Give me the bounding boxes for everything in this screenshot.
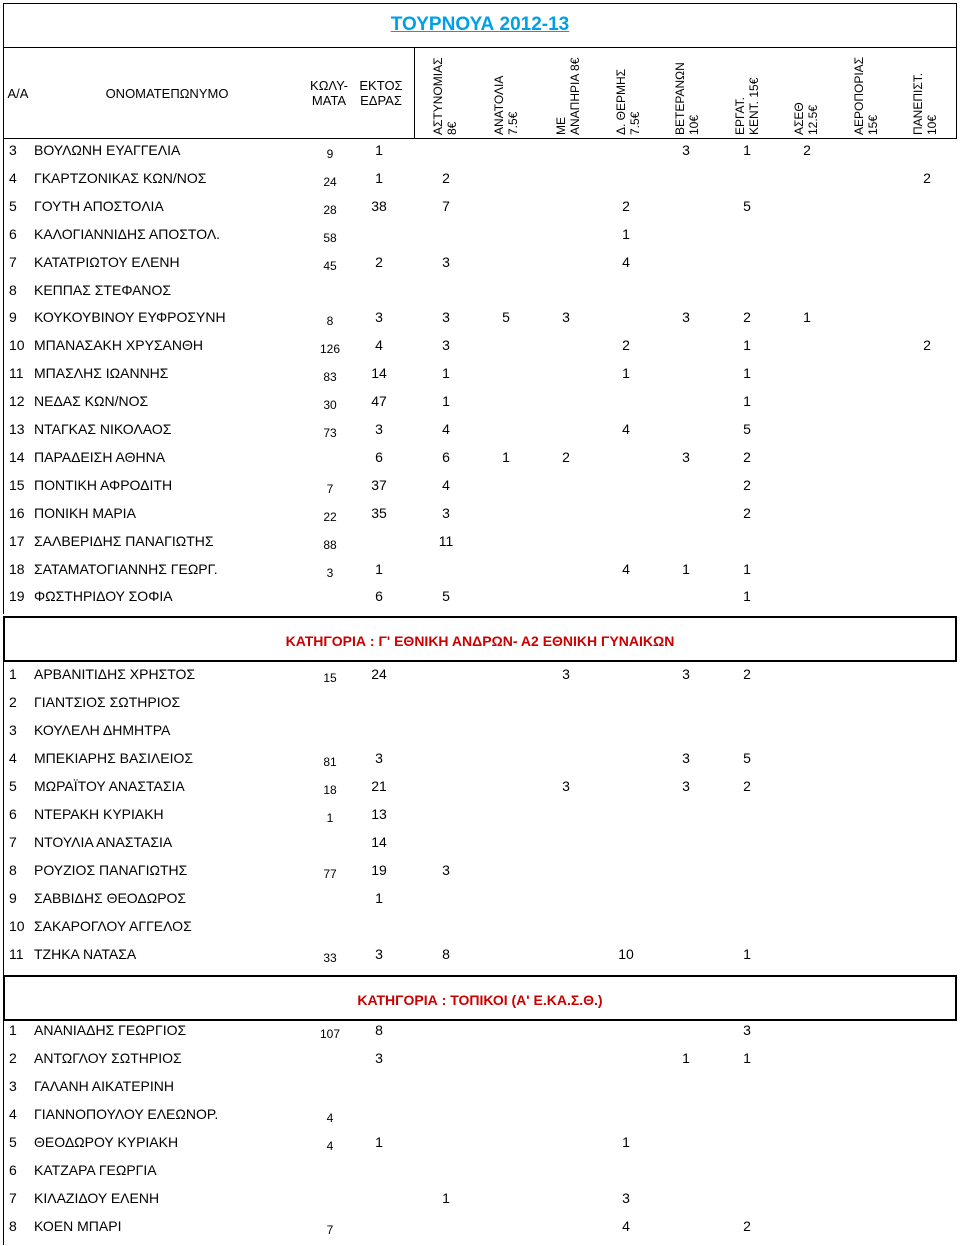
cell-value: 4	[622, 560, 630, 577]
row-name: ΣΑΤΑΜΑΤΟΓΙΑΝΝΗΣ ΓΕΩΡΓ.	[34, 560, 218, 577]
table-row	[3, 282, 957, 310]
table-row	[3, 806, 957, 834]
cell-value: 3	[682, 448, 690, 465]
row-name: ΑΝΑΝΙΑΔΗΣ ΓΕΩΡΓΙΟΣ	[34, 1022, 187, 1038]
header-astynomias-line2: 8€	[445, 121, 459, 135]
cell-value: 3	[375, 946, 383, 962]
row-number: 9	[9, 309, 17, 326]
cell-value: 2	[923, 169, 931, 186]
cell-value: 3	[562, 778, 570, 794]
cell-value: 3	[375, 421, 383, 437]
row-name: ΣΑΛΒΕΡΙΔΗΣ ΠΑΝΑΓΙΩΤΗΣ	[34, 532, 214, 549]
cell-value: 1	[743, 560, 751, 577]
header-thermis-line2: 7.5€	[628, 111, 642, 135]
table-row	[3, 588, 957, 616]
cell-value: 1	[375, 890, 383, 906]
cell-value: 19	[371, 862, 387, 878]
table-row	[3, 393, 957, 421]
cell-value: 2	[743, 666, 751, 682]
table-row	[3, 694, 957, 722]
row-name: ΚΑΤΖΑΡΑ ΓΕΩΡΓΙΑ	[34, 1162, 157, 1178]
row-number: 15	[9, 476, 25, 493]
cell-value: 33	[323, 951, 337, 965]
cell-value: 15	[323, 671, 337, 685]
cell-value: 1	[375, 560, 383, 577]
row-number: 7	[9, 253, 17, 270]
table-row	[3, 722, 957, 750]
cell-value: 4	[442, 421, 450, 437]
row-number: 11	[9, 365, 24, 382]
header-anatolia-line1: ΑΝΑΤΟΛΙΑ	[492, 75, 506, 135]
table-row	[3, 198, 957, 226]
table-row	[3, 778, 957, 806]
table-row	[3, 1190, 957, 1218]
title-text: ΤΟΥΡΝΟΥΑ 2012-13	[390, 14, 570, 35]
cell-value: 18	[323, 783, 337, 797]
table-row	[3, 365, 957, 393]
row-number: 8	[9, 862, 17, 878]
header-aseth-line2: 12.5€	[806, 104, 820, 135]
cell-value: 45	[323, 258, 337, 273]
row-number: 6	[9, 806, 17, 822]
header-anatolia-line2: 7.5€	[506, 111, 520, 135]
row-number: 5	[9, 778, 17, 794]
cell-value: 2	[562, 448, 570, 465]
cell-value: 2	[743, 448, 751, 465]
cell-value: 30	[323, 398, 337, 413]
cell-value: 37	[371, 476, 387, 493]
cell-value: 2	[622, 197, 630, 214]
cell-value: 6	[375, 448, 383, 465]
row-name: ΚΟΥΚΟΥΒΙΝΟΥ ΕΥΦΡΟΣΥΝΗ	[34, 309, 226, 326]
cell-value: 2	[743, 476, 751, 493]
cell-value: 5	[442, 588, 450, 605]
header-ektos-line2: ΕΔΡΑΣ	[360, 93, 402, 108]
cell-value: 1	[502, 448, 510, 465]
table-row	[3, 1050, 957, 1078]
table-row	[3, 477, 957, 505]
row-number: 5	[9, 1134, 17, 1150]
cell-value: 77	[323, 867, 337, 881]
row-name: ΘΕΟΔΩΡΟΥ ΚΥΡΙΑΚΗ	[34, 1134, 179, 1150]
row-name: ΜΠΑΝΑΣΑΚΗ ΧΡΥΣΑΝΘΗ	[34, 337, 204, 354]
row-number: 11	[9, 946, 24, 962]
row-number: 2	[9, 694, 17, 710]
cell-value: 1	[743, 1050, 751, 1066]
cell-value: 2	[743, 1218, 751, 1234]
row-name: ΑΝΤΩΓΛΟΥ ΣΩΤΗΡΙΟΣ	[34, 1050, 182, 1066]
row-number: 3	[9, 142, 17, 158]
row-name: ΠΟΝΙΚΗ ΜΑΡΙΑ	[34, 504, 136, 521]
cell-value: 3	[442, 253, 450, 270]
row-name: ΒΟΥΛΩΝΗ ΕΥΑΓΓΕΛΙΑ	[34, 142, 181, 158]
table-row	[3, 946, 957, 974]
cell-value: 47	[371, 393, 387, 410]
header-astynomias-line1: ΑΣΤΥΝΟΜΙΑΣ	[431, 57, 445, 135]
row-name: ΚΙΛΑΖΙΔΟΥ ΕΛΕΝΗ	[34, 1190, 160, 1206]
table-row	[3, 1022, 957, 1050]
cell-value: 4	[622, 1218, 630, 1234]
row-number: 13	[9, 421, 25, 437]
row-name: ΚΟΕΝ ΜΠΑΡΙ	[34, 1218, 122, 1234]
row-name: ΣΑΚΑΡΟΓΛΟΥ ΑΓΓΕΛΟΣ	[34, 918, 192, 934]
cell-value: 1	[743, 365, 751, 382]
header-kolymata-line1: ΚΩΛΥ-	[310, 78, 348, 93]
cell-value: 4	[622, 253, 630, 270]
table-row	[3, 421, 957, 449]
cell-value: 126	[319, 342, 341, 357]
row-number: 9	[9, 890, 17, 906]
cell-value: 73	[323, 426, 337, 440]
row-number: 10	[9, 918, 25, 934]
header-row	[3, 47, 957, 139]
cell-value: 5	[502, 309, 510, 326]
header-veteranon-line2: 10€	[687, 114, 701, 135]
row-number: 4	[9, 1106, 17, 1122]
row-name: ΜΠΑΣΛΗΣ ΙΩΑΝΝΗΣ	[34, 365, 169, 382]
cell-value: 3	[442, 337, 450, 354]
row-number: 17	[9, 532, 25, 549]
header-panepist-line1: ΠΑΝΕΠΙΣΤ.	[911, 72, 925, 135]
row-name: ΓΚΑΡΤΖΟΝΙΚΑΣ ΚΩΝ/ΝΟΣ	[34, 169, 207, 186]
cell-value: 88	[323, 537, 337, 552]
row-name: ΓΑΛΑΝΗ ΑΙΚΑΤΕΡΙΝΗ	[34, 1078, 174, 1094]
row-number: 4	[9, 750, 17, 766]
cell-value: 6	[442, 448, 450, 465]
row-number: 6	[9, 225, 17, 242]
table-row	[3, 862, 957, 890]
cell-value: 3	[375, 1050, 383, 1066]
cell-value: 1	[622, 365, 630, 382]
header-name: ΟΝΟΜΑΤΕΠΩΝΥΜΟ	[105, 85, 229, 101]
cell-value: 4	[326, 1139, 334, 1153]
row-name: ΝΕΔΑΣ ΚΩΝ/ΝΟΣ	[34, 393, 149, 410]
header-kolymata	[304, 48, 354, 138]
cell-value: 3	[682, 778, 690, 794]
row-number: 1	[9, 1022, 17, 1038]
cell-value: 1	[622, 1134, 630, 1150]
row-name: ΤΖΗΚΑ ΝΑΤΑΣΑ	[34, 946, 137, 962]
cell-value: 1	[375, 169, 383, 186]
cell-value: 1	[682, 560, 690, 577]
header-kolymata-line2: ΜΑΤΑ	[311, 93, 347, 108]
cell-value: 5	[743, 421, 751, 437]
header-aa: Α/Α	[7, 85, 29, 101]
header-me-line1: ΜΕ	[554, 117, 568, 135]
row-number: 18	[9, 560, 25, 577]
table-row	[3, 1078, 957, 1106]
row-name: ΦΩΣΤΗΡΙΔΟΥ ΣΟΦΙΑ	[34, 588, 173, 605]
row-number: 4	[9, 169, 17, 186]
cell-value: 3	[622, 1190, 630, 1206]
cell-value: 58	[323, 230, 337, 245]
row-name: ΚΑΤΑΤΡΙΩΤΟΥ ΕΛΕΝΗ	[34, 253, 180, 270]
row-name: ΡΟΥΖΙΟΣ ΠΑΝΑΓΙΩΤΗΣ	[34, 862, 188, 878]
cell-value: 7	[326, 1223, 334, 1237]
cell-value: 10	[618, 946, 634, 962]
table-row	[3, 170, 957, 198]
cell-value: 4	[442, 476, 450, 493]
cell-value: 107	[319, 1027, 341, 1041]
category3-label: ΚΑΤΗΓΟΡΙΑ : ΤΟΠΙΚΟΙ (Α' Ε.ΚΑ.Σ.Θ.)	[357, 992, 603, 1008]
category-banner-2	[3, 616, 957, 662]
row-name: ΚΟΥΛΕΛΗ ΔΗΜΗΤΡΑ	[34, 722, 171, 738]
cell-value: 1	[803, 309, 811, 326]
cell-value: 1	[442, 365, 450, 382]
header-me-line2: ΑΝΑΠΗΡΙΑ 8€	[568, 57, 582, 135]
table-row	[3, 309, 957, 337]
cell-value: 1	[743, 946, 751, 962]
row-number: 1	[9, 666, 17, 682]
cell-value: 83	[323, 370, 337, 385]
cell-value: 9	[326, 147, 334, 161]
cell-value: 24	[371, 666, 387, 682]
cell-value: 3	[442, 862, 450, 878]
table-row	[3, 750, 957, 778]
table-row	[3, 505, 957, 533]
cell-value: 3	[682, 309, 690, 326]
cell-value: 3	[375, 750, 383, 766]
cell-value: 5	[743, 750, 751, 766]
table-row	[3, 834, 957, 862]
cell-value: 1	[375, 1134, 383, 1150]
header-aeroporias-line2: 15€	[866, 114, 880, 135]
table-row	[3, 337, 957, 365]
cell-value: 1	[743, 588, 751, 605]
row-number: 2	[9, 1050, 17, 1066]
table-row	[3, 666, 957, 694]
cell-value: 24	[323, 174, 337, 189]
header-ergat-line2: ΚΕΝΤ. 15€	[747, 77, 761, 135]
row-name: ΣΑΒΒΙΔΗΣ ΘΕΟΔΩΡΟΣ	[34, 890, 187, 906]
cell-value: 22	[323, 509, 337, 524]
header-veteranon-line1: ΒΕΤΕΡΑΝΩΝ	[673, 62, 687, 135]
cell-value: 4	[375, 337, 383, 354]
row-name: ΜΩΡΑΪΤΟΥ ΑΝΑΣΤΑΣΙΑ	[34, 778, 185, 794]
cell-value: 7	[442, 197, 450, 214]
table-row	[3, 226, 957, 254]
col-divider	[414, 48, 415, 138]
row-name: ΑΡΒΑΝΙΤΙΔΗΣ ΧΡΗΣΤΟΣ	[34, 666, 196, 682]
cell-value: 1	[743, 337, 751, 354]
row-name: ΓΙΑΝΤΣΙΟΣ ΣΩΤΗΡΙΟΣ	[34, 694, 181, 710]
cell-value: 8	[442, 946, 450, 962]
cell-value: 21	[371, 778, 387, 794]
cell-value: 1	[442, 393, 450, 410]
table-row	[3, 1106, 957, 1134]
cell-value: 14	[371, 834, 387, 850]
row-name: ΝΤΕΡΑΚΗ ΚΥΡΙΑΚΗ	[34, 806, 164, 822]
category-banner-3	[3, 975, 957, 1021]
row-number: 8	[9, 1218, 17, 1234]
table-row	[3, 1162, 957, 1190]
row-number: 3	[9, 1078, 17, 1094]
cell-value: 4	[326, 1111, 334, 1125]
cell-value: 6	[375, 588, 383, 605]
page-title	[4, 14, 956, 36]
header-ergat-line1: ΕΡΓΑΤ.	[733, 97, 747, 135]
row-name: ΓΟΥΤΗ ΑΠΟΣΤΟΛΙΑ	[34, 197, 164, 214]
cell-value: 5	[743, 197, 751, 214]
cell-value: 81	[323, 755, 337, 769]
row-name: ΝΤΟΥΛΙΑ ΑΝΑΣΤΑΣΙΑ	[34, 834, 173, 850]
category2-label: ΚΑΤΗΓΟΡΙΑ : Γ' ΕΘΝΙΚΗ ΑΝΔΡΩΝ- Α2 ΕΘΝΙΚΗ ΓΥΝΑΙΚΩΝ	[285, 633, 675, 649]
cell-value: 2	[743, 778, 751, 794]
cell-value: 14	[371, 365, 387, 382]
row-number: 14	[9, 448, 25, 465]
cell-value: 1	[682, 1050, 690, 1066]
cell-value: 7	[326, 481, 334, 496]
table-row	[3, 918, 957, 946]
cell-value: 1	[442, 1190, 450, 1206]
cell-value: 3	[562, 666, 570, 682]
cell-value: 28	[323, 202, 337, 217]
row-number: 7	[9, 1190, 17, 1206]
row-number: 5	[9, 197, 17, 214]
cell-value: 3	[682, 666, 690, 682]
row-number: 12	[9, 393, 25, 410]
row-name: ΚΕΠΠΑΣ ΣΤΕΦΑΝΟΣ	[34, 281, 172, 298]
cell-value: 1	[375, 142, 383, 158]
table-row	[3, 533, 957, 561]
cell-value: 1	[743, 142, 751, 158]
cell-value: 3	[743, 1022, 751, 1038]
cell-value: 13	[371, 806, 387, 822]
header-panepist-line2: 10€	[925, 114, 939, 135]
cell-value: 1	[326, 811, 334, 825]
row-number: 7	[9, 834, 17, 850]
table-row	[3, 254, 957, 282]
row-name: ΠΑΡΑΔΕΙΣΗ ΑΘΗΝΑ	[34, 448, 166, 465]
cell-value: 3	[375, 309, 383, 326]
row-name: ΚΑΛΟΓΙΑΝΝΙΔΗΣ ΑΠΟΣΤΟΛ.	[34, 225, 221, 242]
row-name: ΓΙΑΝΝΟΠΟΥΛΟΥ ΕΛΕΩΝΟΡ.	[34, 1106, 219, 1122]
cell-value: 3	[682, 750, 690, 766]
row-number: 3	[9, 722, 17, 738]
header-ektos-line1: ΕΚΤΟΣ	[359, 78, 403, 93]
cell-value: 3	[682, 142, 690, 158]
table-row	[3, 890, 957, 918]
row-number: 16	[9, 504, 25, 521]
cell-value: 8	[375, 1022, 383, 1038]
cell-value: 1	[743, 393, 751, 410]
cell-value: 2	[743, 504, 751, 521]
row-name: ΝΤΑΓΚΑΣ ΝΙΚΟΛΑΟΣ	[34, 421, 172, 437]
row-number: 10	[9, 337, 25, 354]
cell-value: 2	[375, 253, 383, 270]
cell-value: 4	[622, 421, 630, 437]
header-ektos	[356, 48, 406, 138]
table-row	[3, 561, 957, 589]
cell-value: 3	[562, 309, 570, 326]
table-row	[3, 1134, 957, 1162]
cell-value: 35	[371, 504, 387, 521]
row-name: ΜΠΕΚΙΑΡΗΣ ΒΑΣΙΛΕΙΟΣ	[34, 750, 194, 766]
table-row	[3, 142, 957, 170]
cell-value: 1	[622, 225, 630, 242]
row-name: ΠΟΝΤΙΚΗ ΑΦΡΟΔΙΤΗ	[34, 476, 173, 493]
cell-value: 8	[326, 314, 334, 329]
cell-value: 2	[923, 337, 931, 354]
cell-value: 11	[438, 532, 454, 549]
table-row	[3, 1218, 957, 1246]
cell-value: 3	[326, 565, 334, 580]
row-number: 8	[9, 281, 17, 298]
cell-value: 2	[803, 142, 811, 158]
row-number: 19	[9, 588, 25, 605]
cell-value: 2	[622, 337, 630, 354]
header-aeroporias-line1: ΑΕΡΟΠΟΡΙΑΣ	[852, 56, 866, 135]
cell-value: 2	[743, 309, 751, 326]
cell-value: 3	[442, 309, 450, 326]
cell-value: 38	[371, 197, 387, 214]
header-thermis-line1: Δ. ΘΕΡΜΗΣ	[614, 68, 628, 135]
cell-value: 2	[442, 169, 450, 186]
table-row	[3, 449, 957, 477]
row-number: 6	[9, 1162, 17, 1178]
header-aseth-line1: ΑΣΕΘ	[792, 102, 806, 135]
cell-value: 3	[442, 504, 450, 521]
title-row	[3, 3, 957, 47]
